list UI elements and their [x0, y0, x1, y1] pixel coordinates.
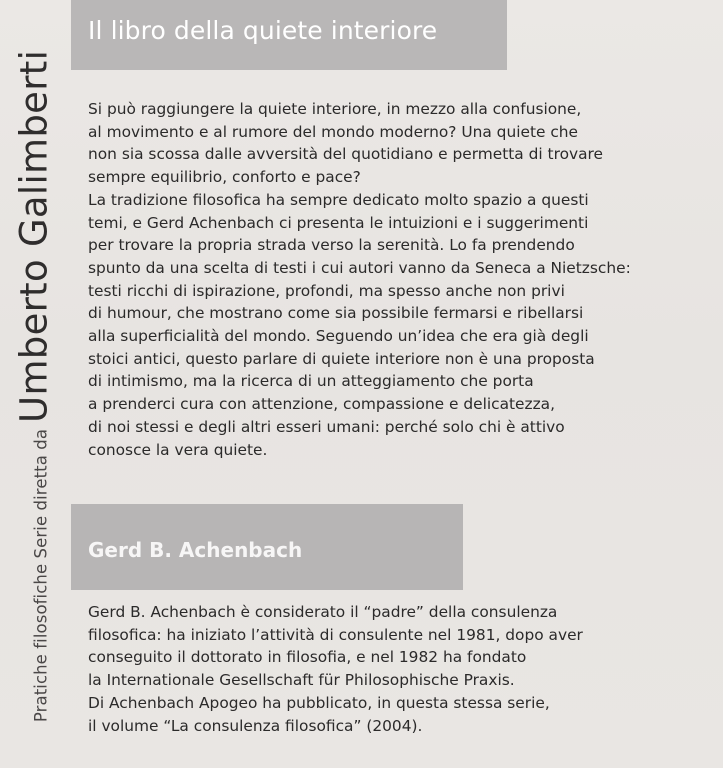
book-title: Il libro della quiete interiore	[88, 16, 438, 45]
description-line: di humour, che mostrano come sia possibile fermarsi e ribellarsi	[88, 304, 584, 323]
author-heading: Gerd B. Achenbach	[88, 538, 303, 562]
description-line: di intimismo, ma la ricerca di un atteggiamento che porta	[88, 372, 534, 391]
description-line: spunto da una scelta di testi i cui autori vanno da Seneca a Nietzsche:	[88, 258, 631, 277]
description-paragraph	[88, 98, 708, 461]
title-band	[71, 0, 507, 70]
description-line: La tradizione filosofica ha sempre dedicato molto spazio a questi	[88, 190, 589, 209]
bio-line: Gerd B. Achenbach è considerato il “padre” della consulenza	[88, 603, 558, 621]
description-line: testi ricchi di ispirazione, profondi, ma spesso anche non privi	[88, 281, 565, 300]
series-editor-name: Umberto Galimberti	[12, 49, 56, 423]
bio-line: il volume “La consulenza filosofica” (2004).	[88, 716, 423, 735]
author-band	[71, 504, 463, 590]
description-line: per trovare la propria strada verso la serenità. Lo fa prendendo	[88, 236, 575, 255]
spine-text	[13, 50, 56, 722]
description-line: al movimento e al rumore del mondo moderno? Una quiete che	[88, 122, 579, 141]
description-line: di noi stessi e degli altri esseri umani: perché solo chi è attivo	[88, 417, 565, 436]
description-line: sempre equilibrio, conforto e pace?	[88, 168, 361, 187]
description-line: Si può raggiungere la quiete interiore, in mezzo alla confusione,	[88, 100, 582, 118]
bio-line: la Internationale Gesellschaft für Philosophische Praxis.	[88, 671, 515, 690]
series-label: Pratiche filosofiche Serie diretta da	[31, 428, 51, 723]
description-line: non sia scossa dalle avversità del quotidiano e permetta di trovare	[88, 145, 603, 164]
bio-line: filosofica: ha iniziato l’attività di consulente nel 1981, dopo aver	[88, 625, 583, 644]
description-line: temi, e Gerd Achenbach ci presenta le intuizioni e i suggerimenti	[88, 213, 589, 232]
description-line: stoici antici, questo parlare di quiete interiore non è una proposta	[88, 349, 595, 368]
author-bio-paragraph	[88, 601, 708, 737]
description-line: a prenderci cura con attenzione, compassione e delicatezza,	[88, 395, 556, 414]
spine-strip	[0, 0, 68, 768]
bio-line: conseguito il dottorato in filosofia, e nel 1982 ha fondato	[88, 648, 527, 667]
description-line: alla superficialità del mondo. Seguendo un’idea che era già degli	[88, 327, 589, 346]
bio-line: Di Achenbach Apogeo ha pubblicato, in questa stessa serie,	[88, 693, 550, 712]
description-line: conosce la vera quiete.	[88, 440, 268, 459]
